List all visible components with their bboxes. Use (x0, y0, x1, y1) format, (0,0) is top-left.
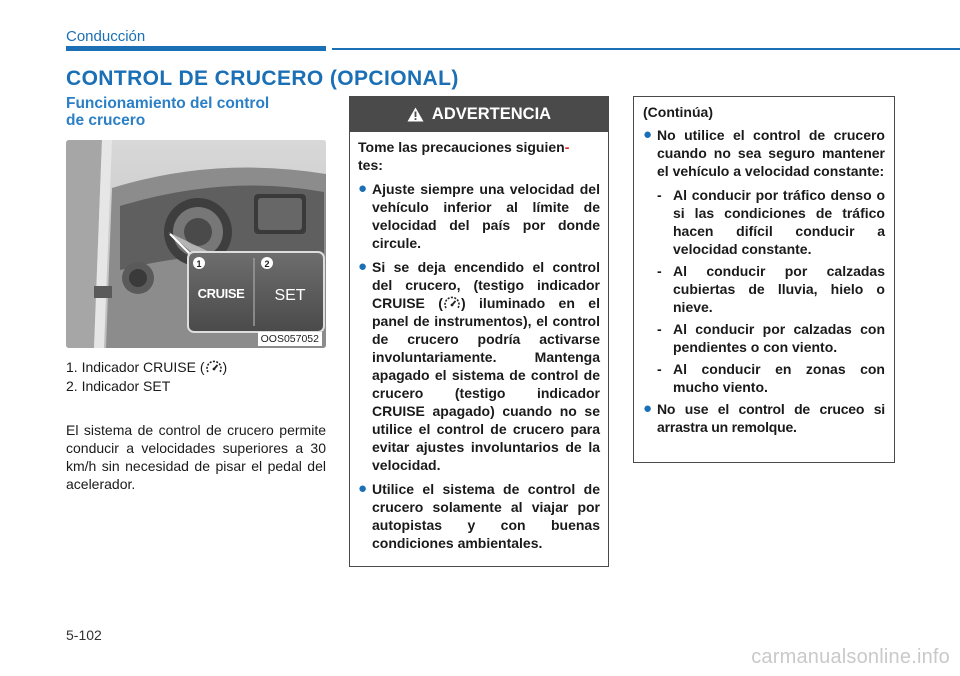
warning-triangle-icon (407, 107, 424, 122)
warning-title: ADVERTENCIA (431, 105, 552, 123)
continued-sub-item: - Al conducir por calzadas cubiertas de lluvia, hielo o nieve. (657, 263, 885, 315)
subtitle-line-2: de crucero (66, 112, 146, 129)
section-subtitle (66, 95, 326, 129)
warning-bullet-1: ● Ajuste siempre una velocidad del vehículo inferior al límite de velocidad del país por donde circule. (358, 180, 600, 251)
continued-sub-item: - Al conducir por tráfico denso o si las condiciones de tráfico hacen difícil conducir a velocidad constante. (657, 187, 885, 257)
bullet-dot-icon: ● (643, 400, 653, 417)
warning-bullet-2: ● Si se deja encendido el control del crucero, (testigo indicador CRUISE ( ) iluminado en el panel de instrumentos), el control de crucero podría activarse involuntariamente. Mantenga apagado el sistema de control de crucero (testigo indicador CRUISE apagado) cuando no se utilice el control de crucero para evitar ajustes involuntarios de la velocidad. (358, 258, 600, 473)
subtitle-line-1: Funcionamiento del control (66, 95, 270, 112)
warning-body (350, 132, 608, 552)
continued-bullet-2: ● No use el control de cruceo si arrastra un remolque. (643, 400, 885, 435)
bullet-dot-icon: ● (643, 126, 653, 143)
continued-box (633, 96, 895, 463)
intro-paragraph: El sistema de control de crucero permite conducir a velocidades superiores a 30 km/h sin necesidad de pisar el pedal del acelerador. (66, 422, 326, 492)
figure-code: OOS057052 (258, 332, 322, 346)
figure-legend (66, 358, 328, 396)
page-number: 5-102 (66, 627, 102, 643)
continued-sub-item: - Al conducir en zonas con mucho viento. (657, 361, 885, 395)
dashboard-illustration (66, 140, 326, 348)
cruise-speedometer-icon (443, 295, 461, 311)
continued-heading: (Continúa) (643, 104, 713, 120)
site-watermark: carmanualsonline.info (751, 646, 950, 668)
dashboard-figure (66, 140, 326, 348)
red-hyphen: - (564, 139, 570, 155)
legend-item-1: 1. Indicador CRUISE ( ) (66, 359, 228, 375)
warning-header (350, 97, 608, 132)
cruise-speedometer-icon (205, 359, 223, 375)
callout-number-1: 1 (196, 259, 202, 269)
cruise-indicator-label: CRUISE (197, 286, 245, 301)
bullet-dot-icon: ● (358, 480, 368, 497)
continued-sub-item: - Al conducir por calzadas con pendientes o con viento. (657, 321, 885, 355)
set-indicator-label: SET (274, 287, 306, 304)
warning-box (349, 96, 609, 567)
header-rule-thin (332, 48, 960, 50)
callout-number-2: 2 (264, 259, 270, 269)
header-rule-thick (66, 46, 326, 51)
bullet-dot-icon: ● (358, 258, 368, 275)
bullet-dot-icon: ● (358, 180, 368, 197)
warning-bullet-3: ● Utilice el sistema de control de crucero solamente al viajar por autopistas y con buenas condiciones ambientales. (358, 480, 600, 551)
warning-intro: Tome las precauciones siguien- tes: (358, 139, 570, 173)
continued-bullet-1: ● No utilice el control de crucero cuando no sea seguro mantener el vehículo a velocidad constante: (643, 126, 885, 179)
section-label: Conducción (66, 28, 146, 45)
legend-item-2: 2. Indicador SET (66, 378, 171, 394)
page-title: CONTROL DE CRUCERO (OPCIONAL) (66, 67, 459, 90)
